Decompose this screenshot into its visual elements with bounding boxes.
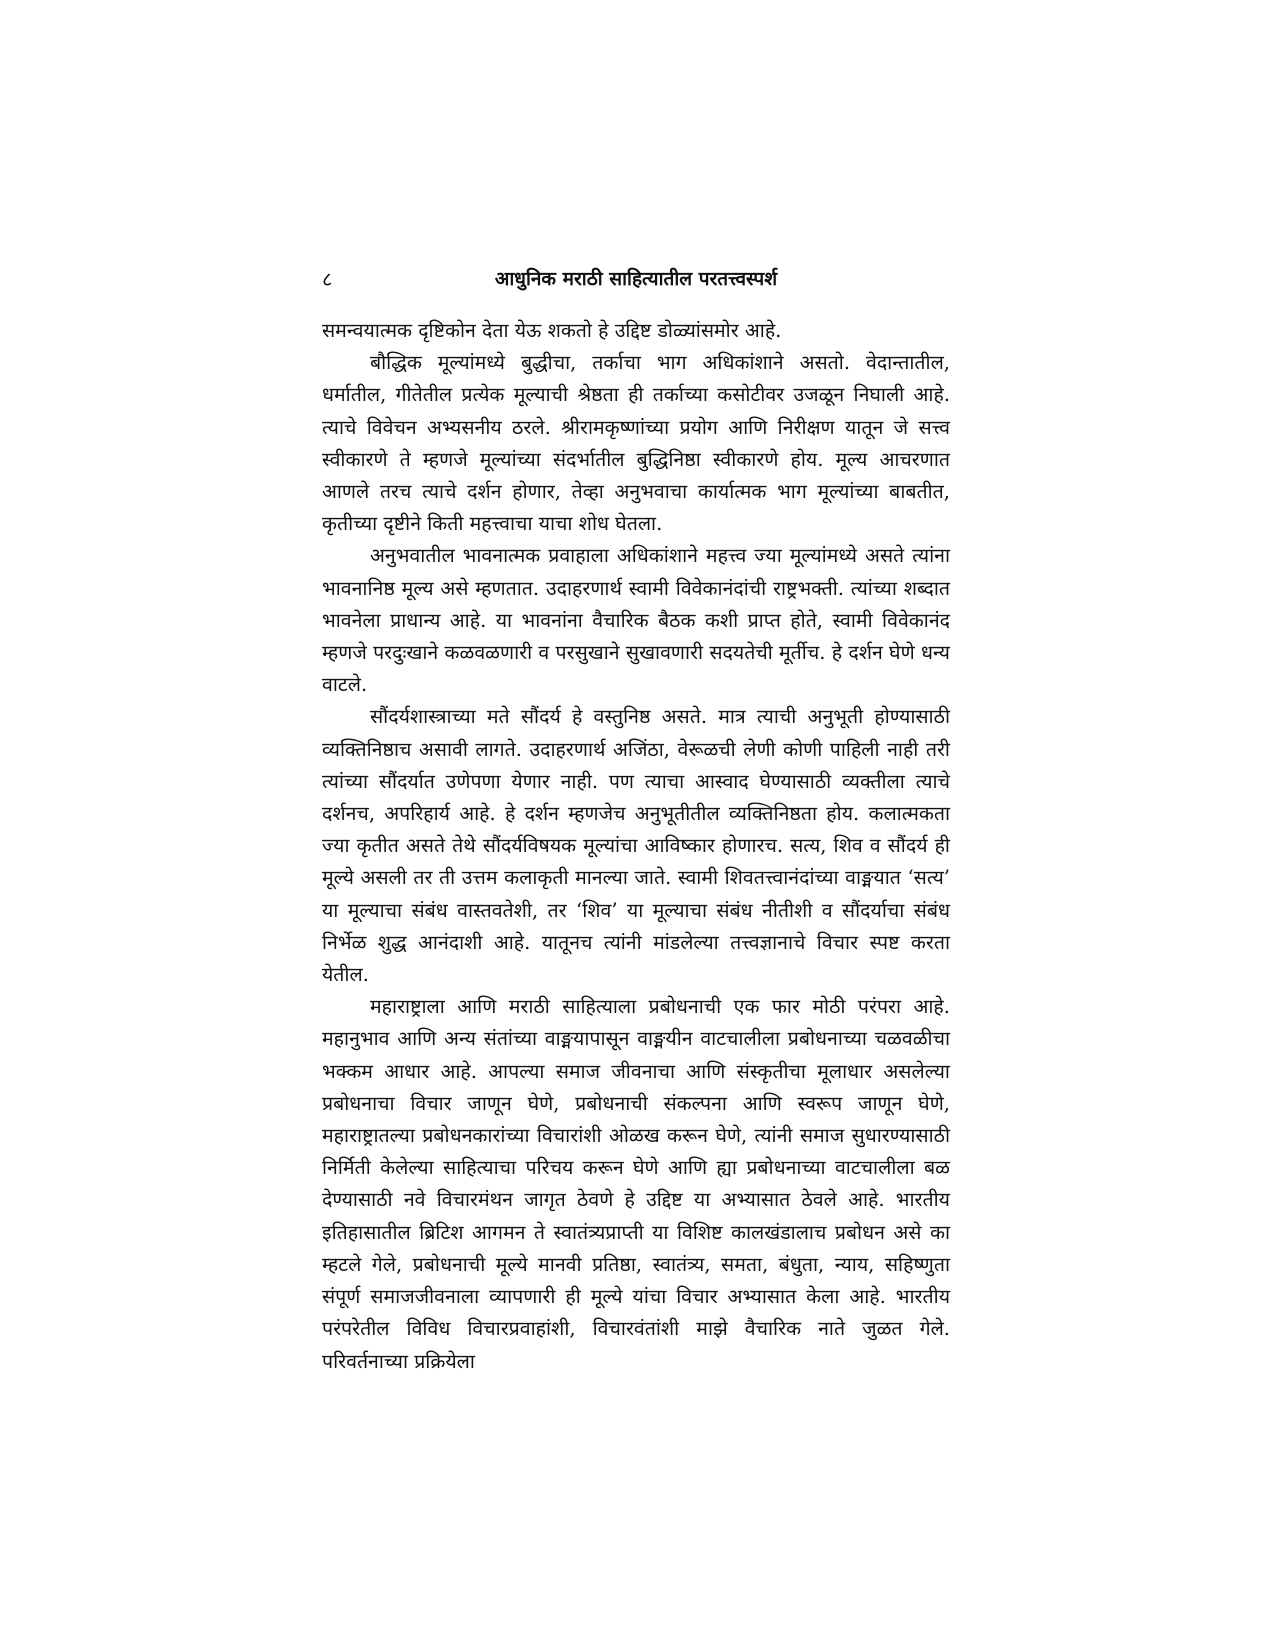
paragraph-3: अनुभवातील भावनात्मक प्रवाहाला अधिकांशाने महत्त्व ज्या मूल्यांमध्ये असते त्यांना भावनानिष्ठ मूल्य असे म्हणतात. उदाहरणार्थ स्वामी विवेकानंदांची राष्ट्रभक्ती. त्यांच्या शब्दात भावनेला प्राधान्य आहे. या भावनांना वैचारिक बैठक कशी प्राप्त होते, स्वामी विवेकानंद म्हणजे परदुःखाने कळवळणारी व परसुखाने सुखावणारी सदयतेची मूर्तीच. हे दर्शन घेणे धन्य वाटले. [322, 544, 950, 697]
page-number: ८ [322, 267, 333, 291]
running-title: आधुनिक मराठी साहित्यातील परतत्त्वस्पर्श [494, 268, 778, 290]
paragraph-2: बौद्धिक मूल्यांमध्ये बुद्धीचा, तर्काचा भाग अधिकांशाने असतो. वेदान्तातील, धर्मातील, गीतेतील प्रत्येक मूल्याची श्रेष्ठता ही तर्काच्या कसोटीवर उजळून निघाली आहे. त्याचे विवेचन अभ्यसनीय ठरले. श्रीरामकृष्णांच्या प्रयोग आणि निरीक्षण यातून जे सत्त्व स्वीकारणे ते म्हणजे मूल्यांच्या संदर्भातील बुद्धिनिष्ठा स्वीकारणे होय. मूल्य आचरणात आणले तरच त्याचे दर्शन होणार, तेव्हा अनुभवाचा कार्यात्मक भाग मूल्यांच्या बाबतीत, कृतीच्या दृष्टीने किती महत्त्वाचा याचा शोध घेतला. [322, 351, 950, 536]
paragraph-1: समन्वयात्मक दृष्टिकोन देता येऊ शकतो हे उद्दिष्ट डोळ्यांसमोर आहे. [322, 319, 782, 342]
paragraph-5: महाराष्ट्राला आणि मराठी साहित्याला प्रबोधनाची एक फार मोठी परंपरा आहे. महानुभाव आणि अन्य संतांच्या वाङ्मयापासून वाङ्मयीन वाटचालीला प्रबोधनाच्या चळवळीचा भक्कम आधार आहे. आपल्या समाज जीवनाचा आणि संस्कृतीचा मूलाधार असलेल्या प्रबोधनाचा विचार जाणून घेणे, प्रबोधनाची संकल्पना आणि स्वरूप जाणून घेणे, महाराष्ट्रातल्या प्रबोधनकारांच्या विचारांशी ओळख करून घेणे, त्यांनी समाज सुधारण्यासाठी निर्मिती केलेल्या साहित्याचा परिचय करून घेणे आणि ह्या प्रबोधनाच्या वाटचालीला बळ देण्यासाठी नवे विचारमंथन जागृत ठेवणे हे उद्दिष्ट या अभ्यासात ठेवले आहे. भारतीय इतिहासातील ब्रिटिश आगमन ते स्वातंत्र्यप्राप्ती या विशिष्ट कालखंडालाच प्रबोधन असे का म्हटले गेले, प्रबोधनाची मूल्ये मानवी प्रतिष्ठा, स्वातंत्र्य, समता, बंधुता, न्याय, सहिष्णुता संपूर्ण समाजजीवनाला व्यापणारी ही मूल्ये यांचा विचार अभ्यासात केला आहे. भारतीय परंपरेतील विविध विचारप्रवाहांशी, विचारवंतांशी माझे वैचारिक नाते जुळत गेले. परिवर्तनाच्या प्रक्रियेला [322, 995, 950, 1373]
paragraph-4: सौंदर्यशास्त्राच्या मते सौंदर्य हे वस्तुनिष्ठ असते. मात्र त्याची अनुभूती होण्यासाठी व्यक्तिनिष्ठाच असावी लागते. उदाहरणार्थ अजिंठा, वेरूळची लेणी कोणी पाहिली नाही तरी त्यांच्या सौंदर्यात उणेपणा येणार नाही. पण त्याचा आस्वाद घेण्यासाठी व्यक्तीला त्याचे दर्शनच, अपरिहार्य आहे. हे दर्शन म्हणजेच अनुभूतीतील व्यक्तिनिष्ठता होय. कलात्मकता ज्या कृतीत असते तेथे सौंदर्यविषयक मूल्यांचा आविष्कार होणारच. सत्य, शिव व सौंदर्य ही मूल्ये असली तर ती उत्तम कलाकृती मानल्या जाते. स्वामी शिवतत्त्वानंदांच्या वाङ्मयात ‘सत्य’ या मूल्याचा संबंध वास्तवतेशी, तर ‘शिव’ या मूल्याचा संबंध नीतीशी व सौंदर्याचा संबंध निर्भेळ शुद्ध आनंदाशी आहे. यातूनच त्यांनी मांडलेल्या तत्त्वज्ञानाचे विचार स्पष्ट करता येतील. [322, 705, 950, 987]
body-text [322, 315, 950, 1378]
running-header [322, 264, 950, 294]
